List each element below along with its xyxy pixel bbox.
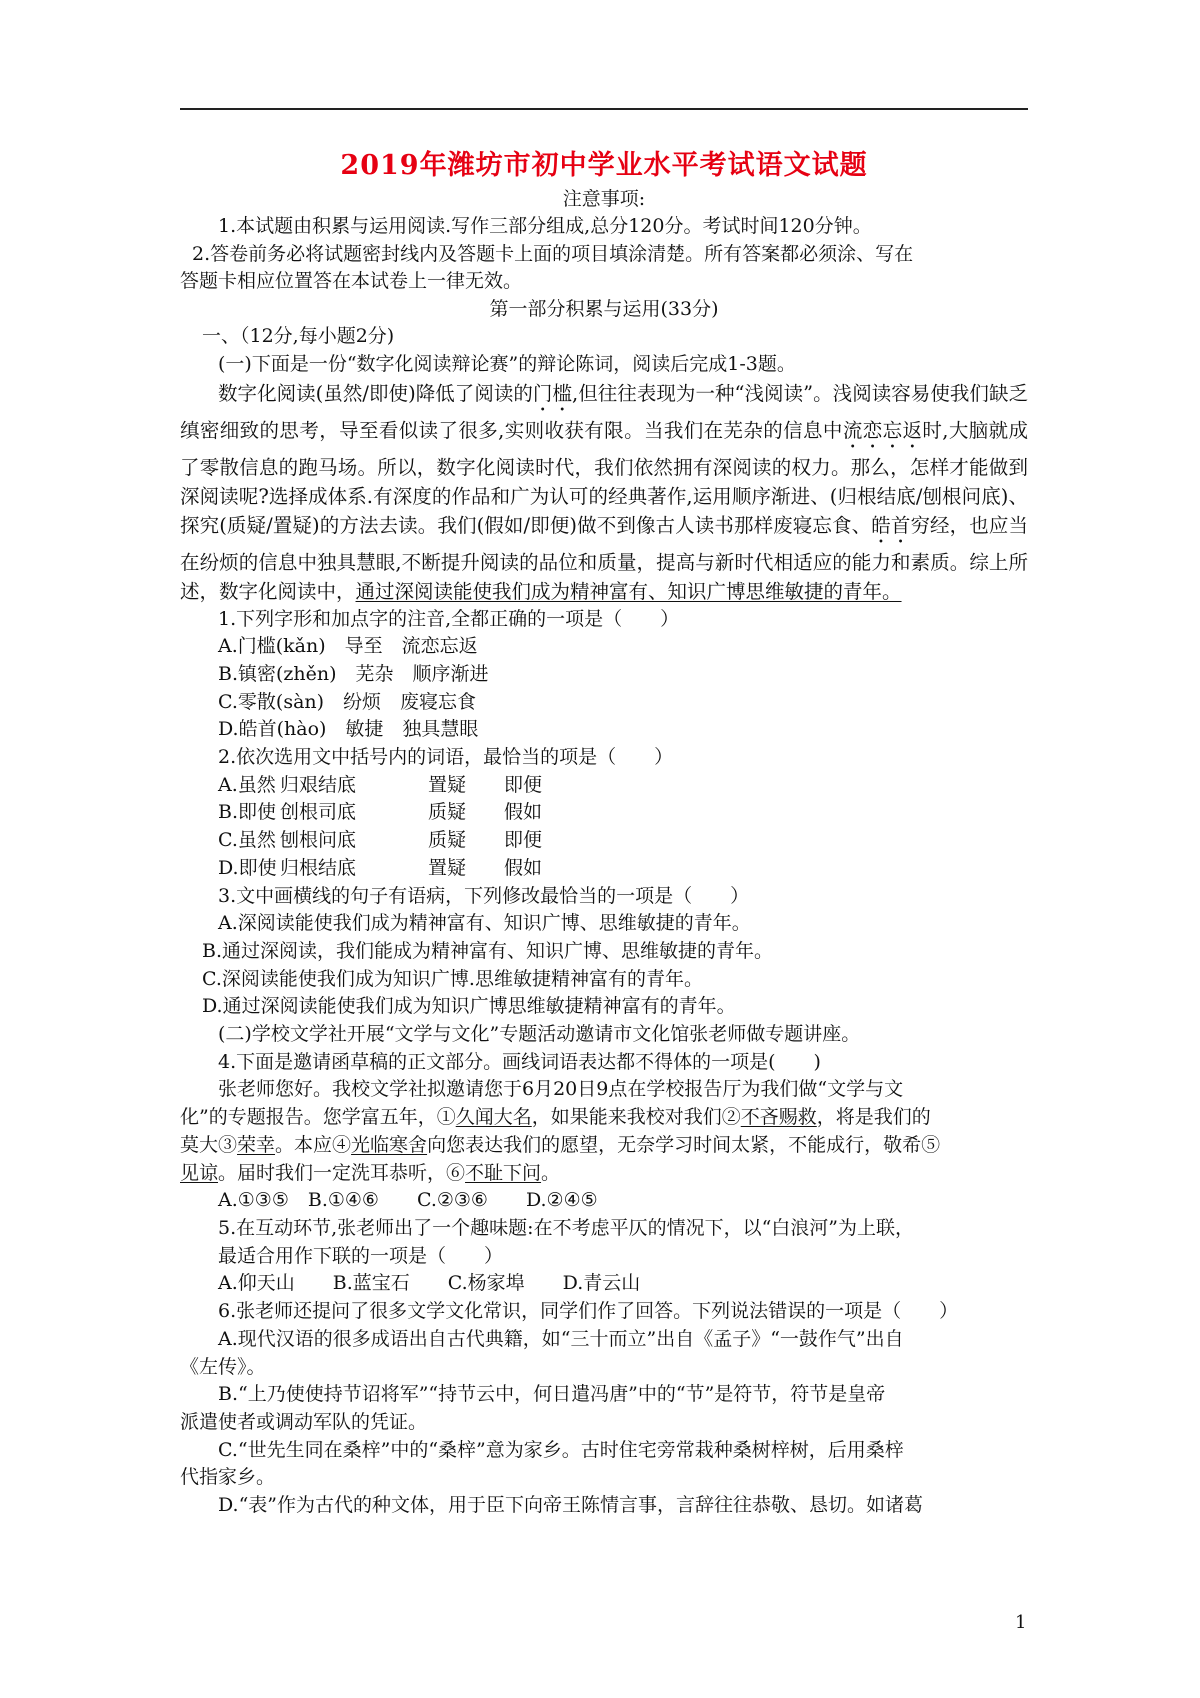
letter-line-2: 化”的专题报告。您学富五年，①久闻大名，如果能来我校对我们②不吝赐救，将是我们的 [180, 1106, 931, 1129]
exam-page [180, 146, 1028, 1520]
passage-text: ,但往往表现为一种“浅阅读”。浅阅读容易使我们缺乏缜密细致的思考，导至看似读了很多,实则收获有限。当我们在芜杂的信息中 [180, 381, 1028, 442]
question-stem: 4.下面是邀请函草稿的正文部分。画线词语表达都不得体的一项是( ) [218, 1050, 821, 1073]
letter-line-1: 张老师您好。我校文学社拟邀请您于6月20日9点在学校报告厅为我们做“文学与文 [218, 1078, 904, 1101]
options-row: A.仰天山 B.蓝宝石 C.杨家埠 D.青云山 [218, 1272, 641, 1295]
question-3 [180, 883, 1028, 1022]
sub2-heading: (二)学校文学社开展“文学与文化”专题活动邀请市文化馆张老师做专题讲座。 [218, 1023, 861, 1046]
underlined-phrase: 荣幸 [237, 1133, 276, 1156]
question-stem: 3.文中画横线的句子有语病，下列修改最恰当的一项是（ ） [218, 884, 750, 907]
option-d: D.皓首(hào) 敏捷 独具慧眼 [218, 718, 479, 741]
underlined-phrase: 久闻大名 [455, 1106, 532, 1129]
option-c: C.零散(sàn) 纷烦 废寝忘食 [218, 690, 477, 713]
question-6 [180, 1298, 1028, 1520]
header-rule [180, 108, 1028, 110]
option-c: C.虽然 刨根问底 质疑 即便 [218, 829, 543, 852]
option-a-cont: 《左传》。 [180, 1355, 266, 1378]
notice-heading: 注意事项: [562, 188, 646, 210]
passage-text: 时,大脑就成了零散信息的跑马场。所以，数字化阅读时代，我们依然拥有深阅读的权力。那么，怎样才能做到深阅读呢?选择成体系.有深度的作品和广为认可的经典著作,运用顺序渐进、(归根结底/刨根问底)、探究(质疑/置疑)的方法去读。我们(假如/即便)做不到像古人读书那样废寝忘食、 [180, 418, 1028, 537]
underlined-sentence: 通过深阅读能使我们成为精神富有、知识广博思维敏捷的青年。 [355, 579, 902, 603]
question-stem: 6.张老师还提问了很多文学文化常识，同学们作了回答。下列说法错误的一项是（ ） [218, 1300, 959, 1323]
underlined-phrase: 光临寒舍 [351, 1133, 428, 1156]
option-b: B.“上乃使使持节诏将军”“持节云中，何日遣冯唐”中的“节”是符节，符节是皇帝 [218, 1383, 886, 1406]
page-number: 1 [1015, 1612, 1027, 1633]
section1-heading: 一、（12分,每小题2分) [202, 325, 395, 348]
question-stem-cont: 最适合用作下联的一项是（ ） [218, 1244, 504, 1267]
option-d: D.“表”作为古代的种文体，用于臣下向帝王陈情言事，言辞往往恭敬、恳切。如诸葛 [218, 1494, 924, 1517]
question-stem: 1.下列字形和加点字的注音,全都正确的一项是（ ） [218, 607, 680, 630]
question-4 [180, 1049, 1028, 1215]
question-2 [180, 744, 1028, 883]
dotted-word: 流恋忘返 [842, 418, 923, 442]
question-stem: 5.在互动环节,张老师出了一个趣味题:在不考虑平仄的情况下，以“白浪河”为上联， [218, 1216, 914, 1239]
passage-text: 穷经，也应当在纷烦的信息中独具慧眼,不断提升阅读的品位和质量，提高与新时代相适应的能力和素质。综上所述，数字化阅读中， [180, 513, 1028, 603]
underlined-phrase: 见谅 [180, 1161, 219, 1184]
underlined-phrase: 不吝赐救 [740, 1106, 817, 1129]
question-5 [180, 1215, 1028, 1298]
option-a: A.虽然 归艰结底 置疑 即便 [218, 773, 543, 796]
sub1-heading: (一)下面是一份“数字化阅读辩论赛”的辩论陈词，阅读后完成1-3题。 [218, 352, 796, 375]
option-c: C.“世先生同在桑梓”中的“桑梓”意为家乡。古时住宅旁常栽种桑树梓树，后用桑梓 [218, 1438, 904, 1461]
option-b: B.镇密(zhěn) 芜杂 顺序渐进 [218, 662, 489, 685]
question-stem: 2.依次选用文中括号内的词语，最恰当的项是（ ） [218, 746, 674, 769]
letter-line-3: 莫大③荣幸。本应④光临寒舍向您表达我们的愿望，无奈学习时间太紧，不能成行，敬希⑤ [180, 1133, 941, 1156]
dotted-word: 门槛 [532, 381, 572, 405]
option-b: B.即使 创根司底 质疑 假如 [218, 801, 543, 824]
option-c-cont: 代指家乡。 [180, 1466, 276, 1489]
option-b: B.通过深阅读，我们能成为精神富有、知识广博、思维敏捷的青年。 [202, 939, 774, 962]
option-c: C.深阅读能使我们成为知识广博.思维敏捷精神富有的青年。 [202, 967, 703, 990]
exam-title: 2019年潍坊市初中学业水平考试语文试题 [340, 150, 868, 181]
question-1 [180, 606, 1028, 745]
underlined-phrase: 不耻下问 [465, 1161, 542, 1184]
notice-item-1: 1.本试题由积累与运用阅读.写作三部分组成,总分120分。考试时间120分钟。 [218, 215, 872, 237]
notice-item-2-line2: 答题卡相应位置答在本试卷上一律无效。 [180, 270, 523, 293]
option-a: A.现代汉语的很多成语出自古代典籍，如“三十而立”出自《孟子》“一鼓作气”出自 [218, 1327, 904, 1350]
letter-line-4: 见谅。届时我们一定洗耳恭听，⑥不耻下问。 [180, 1161, 561, 1184]
debate-passage [180, 379, 1028, 606]
option-d: D.即使 归根结底 置疑 假如 [218, 856, 543, 879]
option-b-cont: 派遣使者或调动军队的凭证。 [180, 1410, 428, 1433]
dotted-word: 皓首 [871, 513, 911, 537]
passage-text: 数字化阅读(虽然/即使)降低了阅读的 [218, 381, 533, 405]
options-row: A.①③⑤ B.①④⑥ C.②③⑥ D.②④⑤ [218, 1189, 598, 1212]
option-d: D.通过深阅读能使我们成为知识广博思维敏捷精神富有的青年。 [202, 995, 736, 1018]
option-a: A.深阅读能使我们成为精神富有、知识广博、思维敏捷的青年。 [218, 912, 751, 935]
part1-heading: 第一部分积累与运用(33分) [489, 298, 719, 321]
option-a: A.门槛(kǎn) 导至 流恋忘返 [218, 635, 478, 658]
notice-item-2-line1: 2.答卷前务必将试题密封线内及答题卡上面的项目填涂清楚。所有答案都必须涂、写在 [192, 242, 914, 265]
